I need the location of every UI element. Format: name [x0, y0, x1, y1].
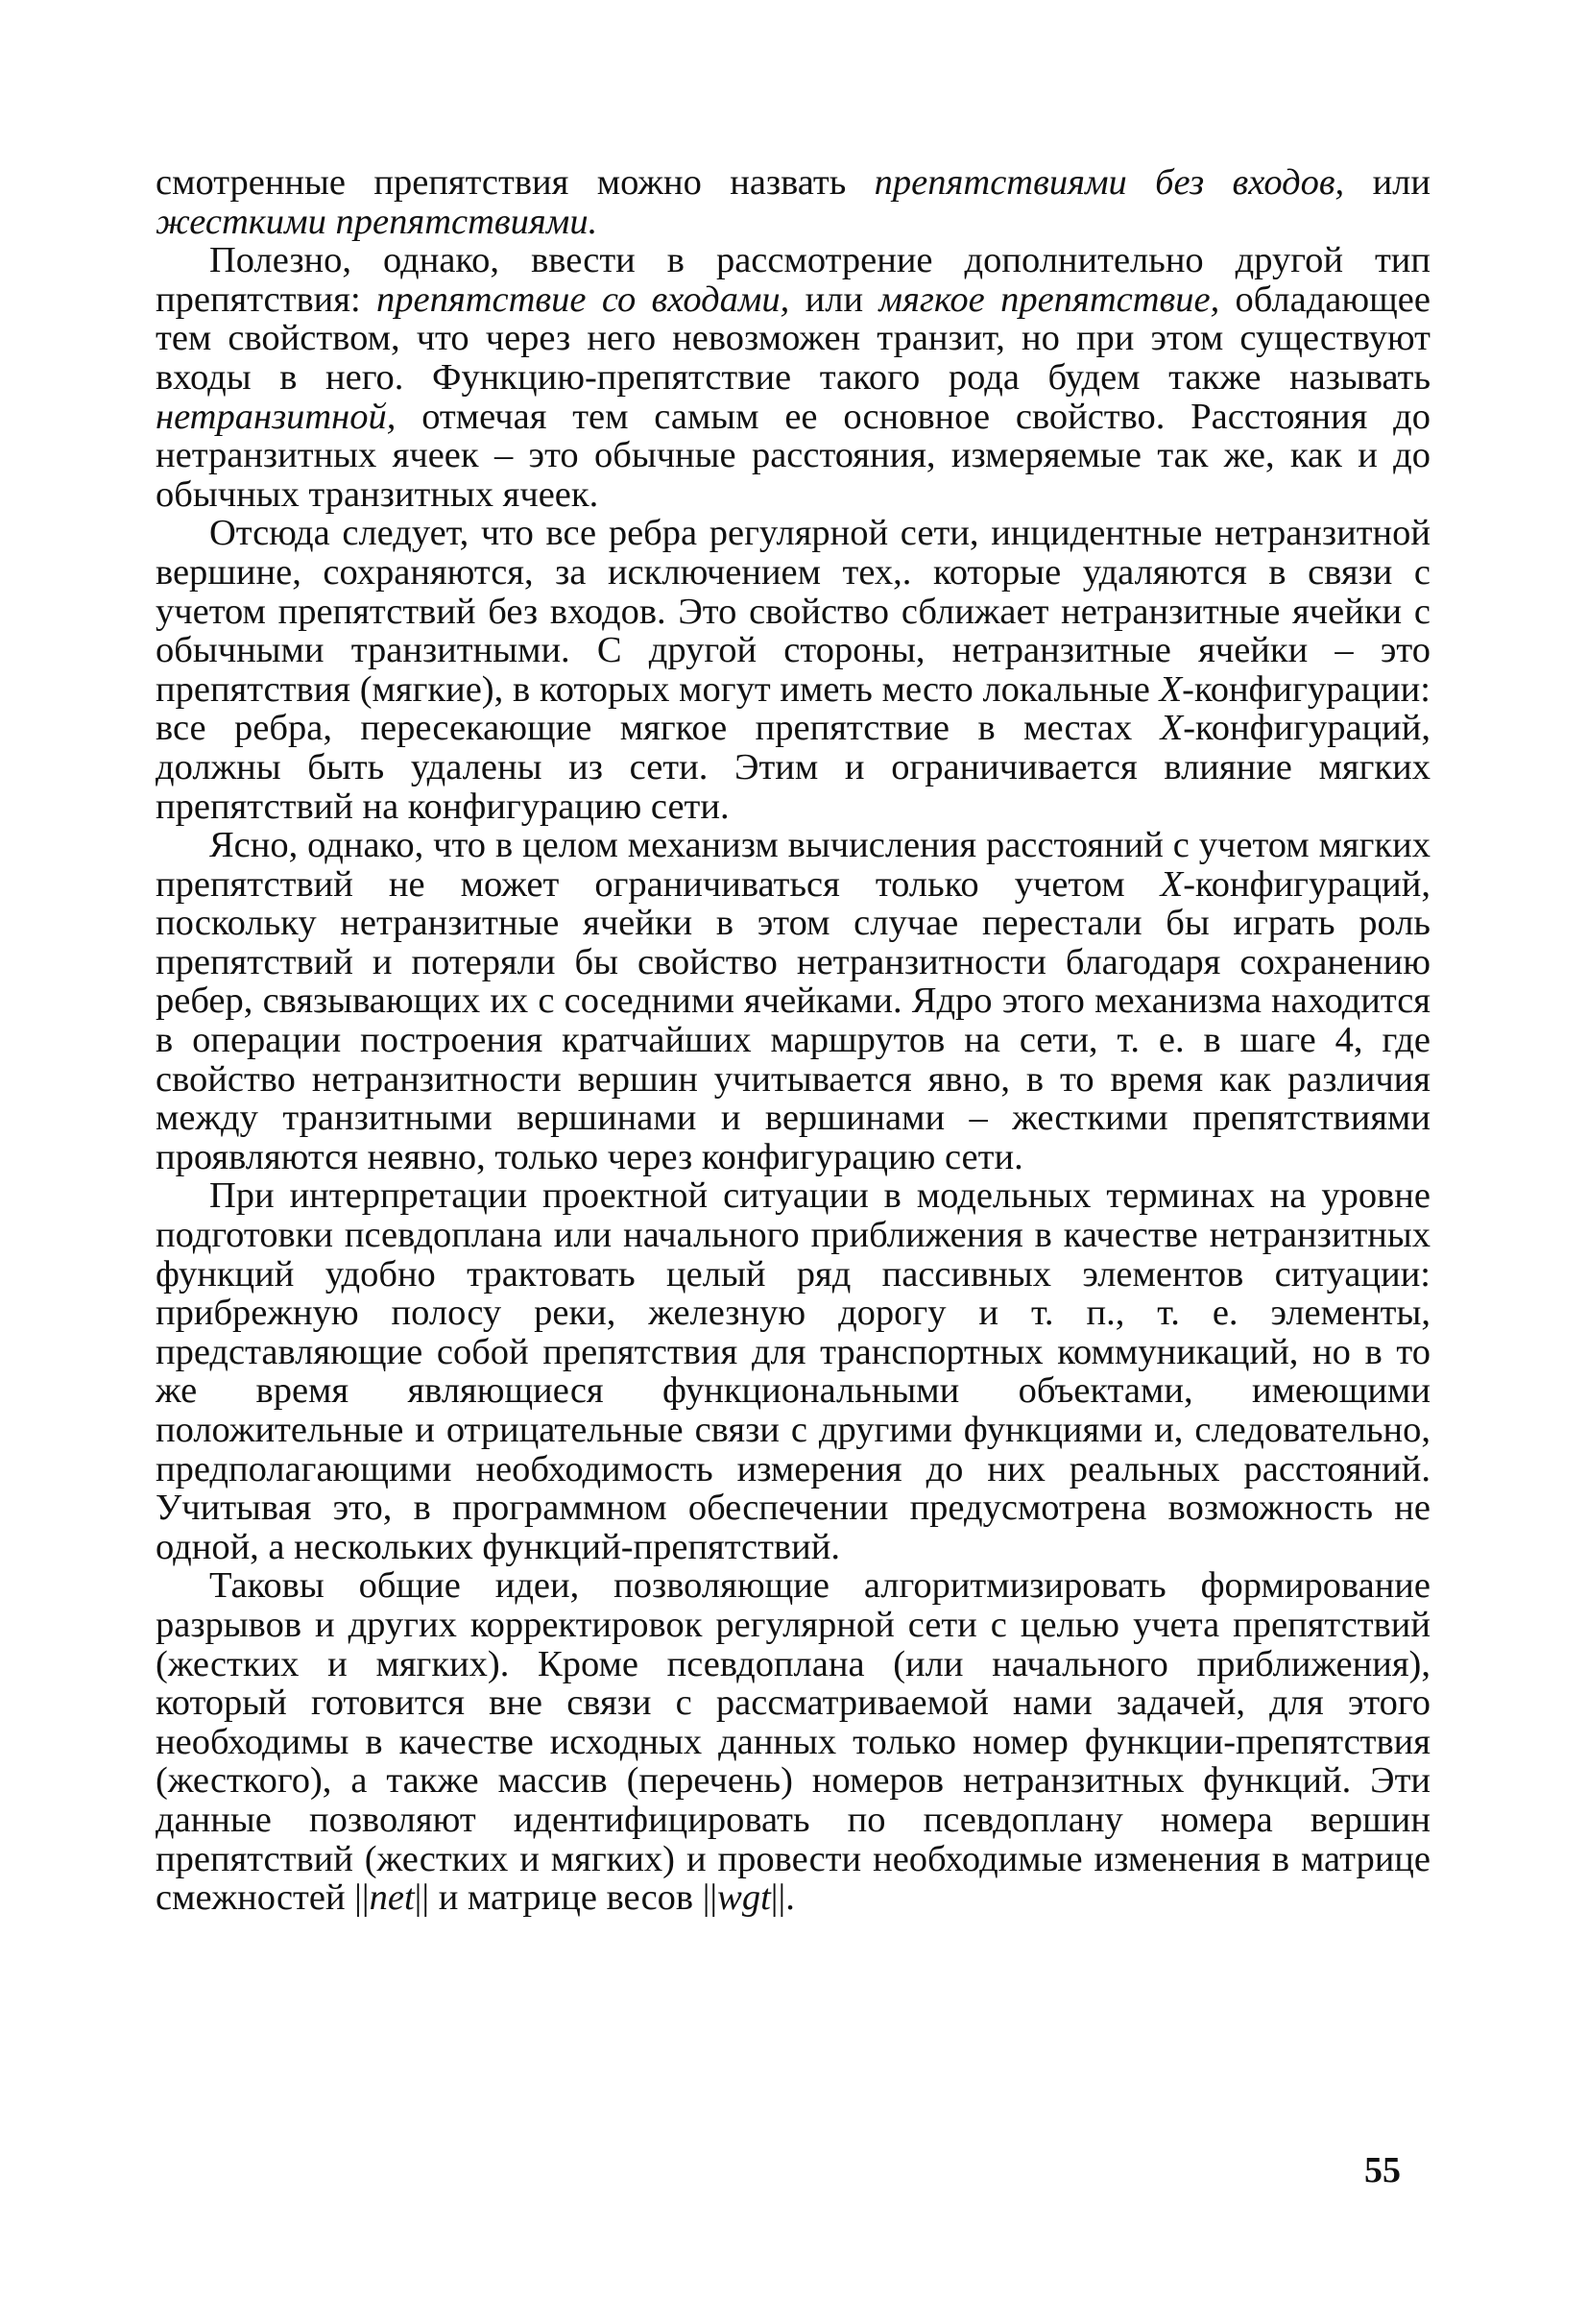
text-run: или — [789, 278, 879, 320]
paragraph — [156, 514, 1431, 826]
text-run: обладающее тем свойством, что через него невозможен транзит, но при этом существуют входы в него. Функцию-препятствие такого рода будем также называть — [156, 278, 1431, 398]
page-body — [156, 163, 1431, 1918]
italic-text: X — [1159, 668, 1183, 710]
text-run: При интерпретации проектной ситуации в модельных терминах на уровне подготовки псевдоплана или начального приближения в качестве нетранзитных функций удобно трактовать целый ряд пассивных элементов ситуации: прибрежную полосу реки, железную дорогу и т. п., т. е. элементы, представляющие собой препятствия для транспортных коммуникаций, но в то же время являющиеся функциональными объектами, имеющими положительные и отрицательные связи с другими функциями и, следовательно, предполагающими необходимость измерения до них реальных расстояний. Учитывая это, в программном обеспечении предусмотрена возможность не одной, а нескольких функций-препятствий. — [156, 1175, 1431, 1567]
italic-text: X — [1160, 708, 1184, 749]
italic-text: нетранзитной, — [156, 396, 397, 437]
italic-text: мягкое препятствие, — [878, 278, 1220, 320]
italic-text: препятствиями без входов, — [874, 162, 1345, 203]
text-run: -конфигураций, должны быть удалены из сети. Этим и ограничивается влияние мягких препятствий на конфигурацию сети. — [156, 708, 1431, 827]
italic-text: препятствие со входами, — [376, 278, 790, 320]
italic-text: net — [369, 1877, 415, 1919]
page-number: 55 — [1364, 2150, 1401, 2191]
paragraph — [156, 1566, 1431, 1917]
text-run: Полезно, однако, ввести в рассмотрение дополнительно другой тип препятствия: — [156, 240, 1431, 320]
text-run: ||. — [770, 1877, 795, 1919]
paragraph — [156, 241, 1431, 514]
text-run: -конфигураций, поскольку нетранзитные ячейки в этом случае перестали бы играть роль препятствий и потеряли бы свойство нетранзитности благодаря сохранению ребер, связывающих их с соседними ячейками. Ядро этого механизма находится в операции построения кратчайших маршрутов на сети, т. е. в шаге 4, где свойство нетранзитности вершин учитывается явно, в то время как различия между транзитными вершинами и вершинами – жесткими препятствиями проявляются неявно, только через конфигурацию сети. — [156, 863, 1431, 1177]
text-run: Таковы общие идеи, позволяющие алгоритмизировать формирование разрывов и других корректировок регулярной сети с целью учета препятствий (жестких и мягких). Кроме псевдоплана (или начального приближения), который готовится вне связи с рассматриваемой нами задачей, для этого необходимы в качестве исходных данных только номер функции-препятствия (жесткого), а также массив (перечень) номеров нетранзитных функций. Эти данные позволяют идентифицировать по псевдоплану номера вершин препятствий (жестких и мягких) и провести необходимые изменения в матрице смежностей || — [156, 1565, 1431, 1919]
text-run: или — [1344, 162, 1431, 203]
paragraph — [156, 163, 1431, 241]
italic-text: жесткими препятствиями. — [156, 201, 598, 242]
text-run: -конфигурации: все ребра, пересекающие мягкое препятствие в местах — [156, 668, 1431, 749]
italic-text: wgt — [717, 1877, 771, 1919]
italic-text: X — [1160, 863, 1184, 905]
paragraph — [156, 826, 1431, 1176]
text-run: смотренные препятствия можно назвать — [156, 162, 875, 203]
text-run: отмечая тем самым ее основное свойство. Расстояния до нетранзитных ячеек – это обычные расстояния, измеряемые так же, как и до обычных транзитных ячеек. — [156, 396, 1431, 515]
text-run: Ясно, однако, что в целом механизм вычисления расстояний с учетом мягких препятствий не может ограничиваться только учетом — [156, 825, 1431, 905]
text-run: Отсюда следует, что все ребра регулярной сети, инцидентные нетранзитной вершине, сохраняются, за исключением тех,. которые удаляются в связи с учетом препятствий без входов. Это свойство сближает нетранзитные ячейки с обычными транзитными. С другой стороны, нетранзитные ячейки – это препятствия (мягкие), в которых могут иметь место локальные — [156, 513, 1431, 710]
text-run: || и матрице весов || — [414, 1877, 718, 1919]
paragraph — [156, 1176, 1431, 1566]
